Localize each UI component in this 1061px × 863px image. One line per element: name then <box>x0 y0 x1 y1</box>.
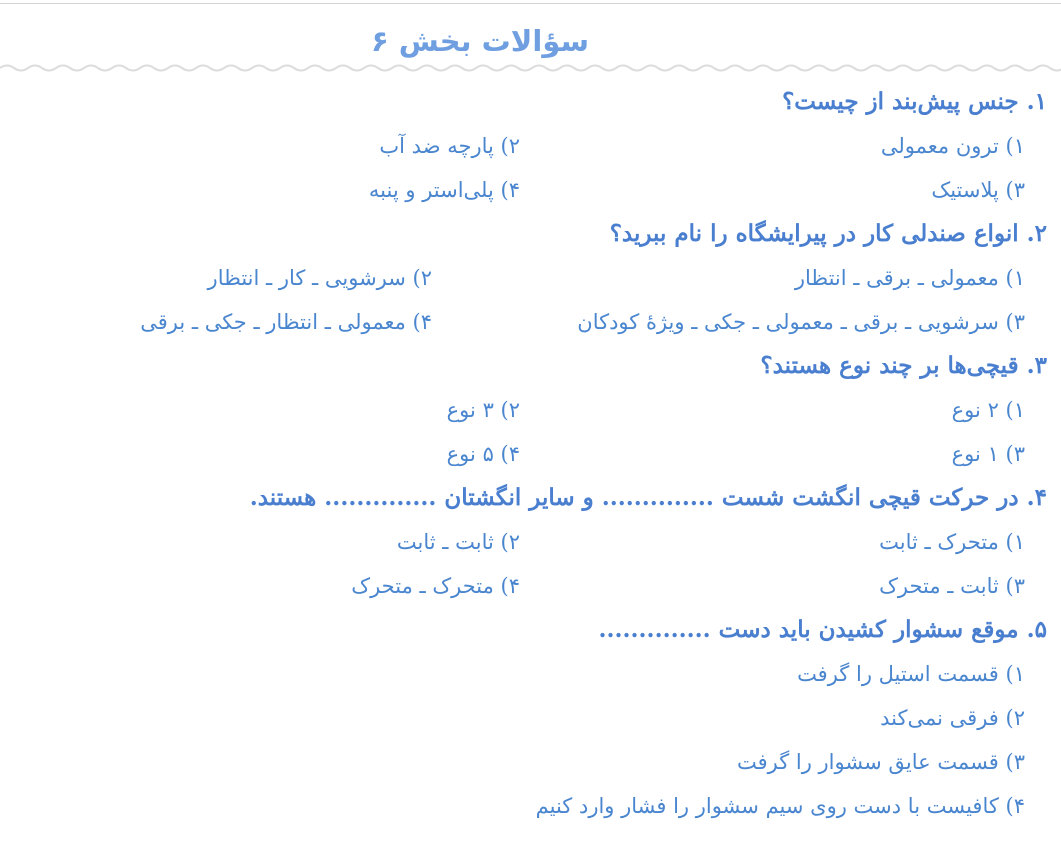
question-4 <box>12 476 1047 608</box>
option-2: ۲) پارچه ضد آب <box>379 134 520 158</box>
option-3: ۳) ۱ نوع <box>951 442 1025 466</box>
wavy-divider <box>0 62 1061 74</box>
option-2: ۲) ثابت ـ ثابت <box>396 530 520 554</box>
option-1: ۱) ۲ نوع <box>951 398 1025 422</box>
option-4: ۴) معمولی ـ انتظار ـ جکی ـ برقی <box>140 310 432 334</box>
option-3: ۳) سرشویی ـ برقی ـ معمولی ـ جکی ـ ویژهٔ کودکان <box>577 310 1025 334</box>
option-2: ۲) ۳ نوع <box>446 398 520 422</box>
option-1: ۱) ترون معمولی <box>880 134 1025 158</box>
question-text: ۵. موقع سشوار کشیدن باید دست .............. <box>598 616 1047 643</box>
question-5 <box>12 608 1047 828</box>
option-2: ۲) سرشویی ـ کار ـ انتظار <box>207 266 432 290</box>
option-3: ۳) قسمت عایق سشوار را گرفت <box>736 750 1025 774</box>
page-title: سؤالات بخش ۶ <box>370 24 590 58</box>
question-2 <box>12 212 1047 344</box>
questions-list <box>12 80 1047 828</box>
question-text: ۲. انواع صندلی کار در پیرایشگاه را نام ببرید؟ <box>609 220 1047 247</box>
options-grid <box>12 388 1047 476</box>
option-3: ۳) پلاستیک <box>931 178 1025 202</box>
options-list <box>12 652 1047 828</box>
option-1: ۱) قسمت استیل را گرفت <box>797 662 1025 686</box>
top-rule <box>0 3 1061 4</box>
question-text: ۴. در حرکت قیچی انگشت شست .............. و سایر انگشتان .............. هستند. <box>249 484 1047 511</box>
options-grid <box>12 256 1047 344</box>
option-4: ۴) متحرک ـ متحرک <box>351 574 520 598</box>
option-4: ۴) ۵ نوع <box>446 442 520 466</box>
option-3: ۳) ثابت ـ متحرک <box>879 574 1025 598</box>
option-1: ۱) متحرک ـ ثابت <box>879 530 1025 554</box>
question-3 <box>12 344 1047 476</box>
question-1 <box>12 80 1047 212</box>
question-text: ۳. قیچی‌ها بر چند نوع هستند؟ <box>760 352 1047 379</box>
option-4: ۴) پلی‌استر و پنبه <box>368 178 520 202</box>
option-2: ۲) فرقی نمی‌کند <box>880 706 1025 730</box>
options-grid <box>12 520 1047 608</box>
option-4: ۴) کافیست با دست روی سیم سشوار را فشار وارد کنیم <box>535 794 1025 818</box>
option-1: ۱) معمولی ـ برقی ـ انتظار <box>794 266 1025 290</box>
question-text: ۱. جنس پیش‌بند از چیست؟ <box>782 88 1047 115</box>
options-grid <box>12 124 1047 212</box>
